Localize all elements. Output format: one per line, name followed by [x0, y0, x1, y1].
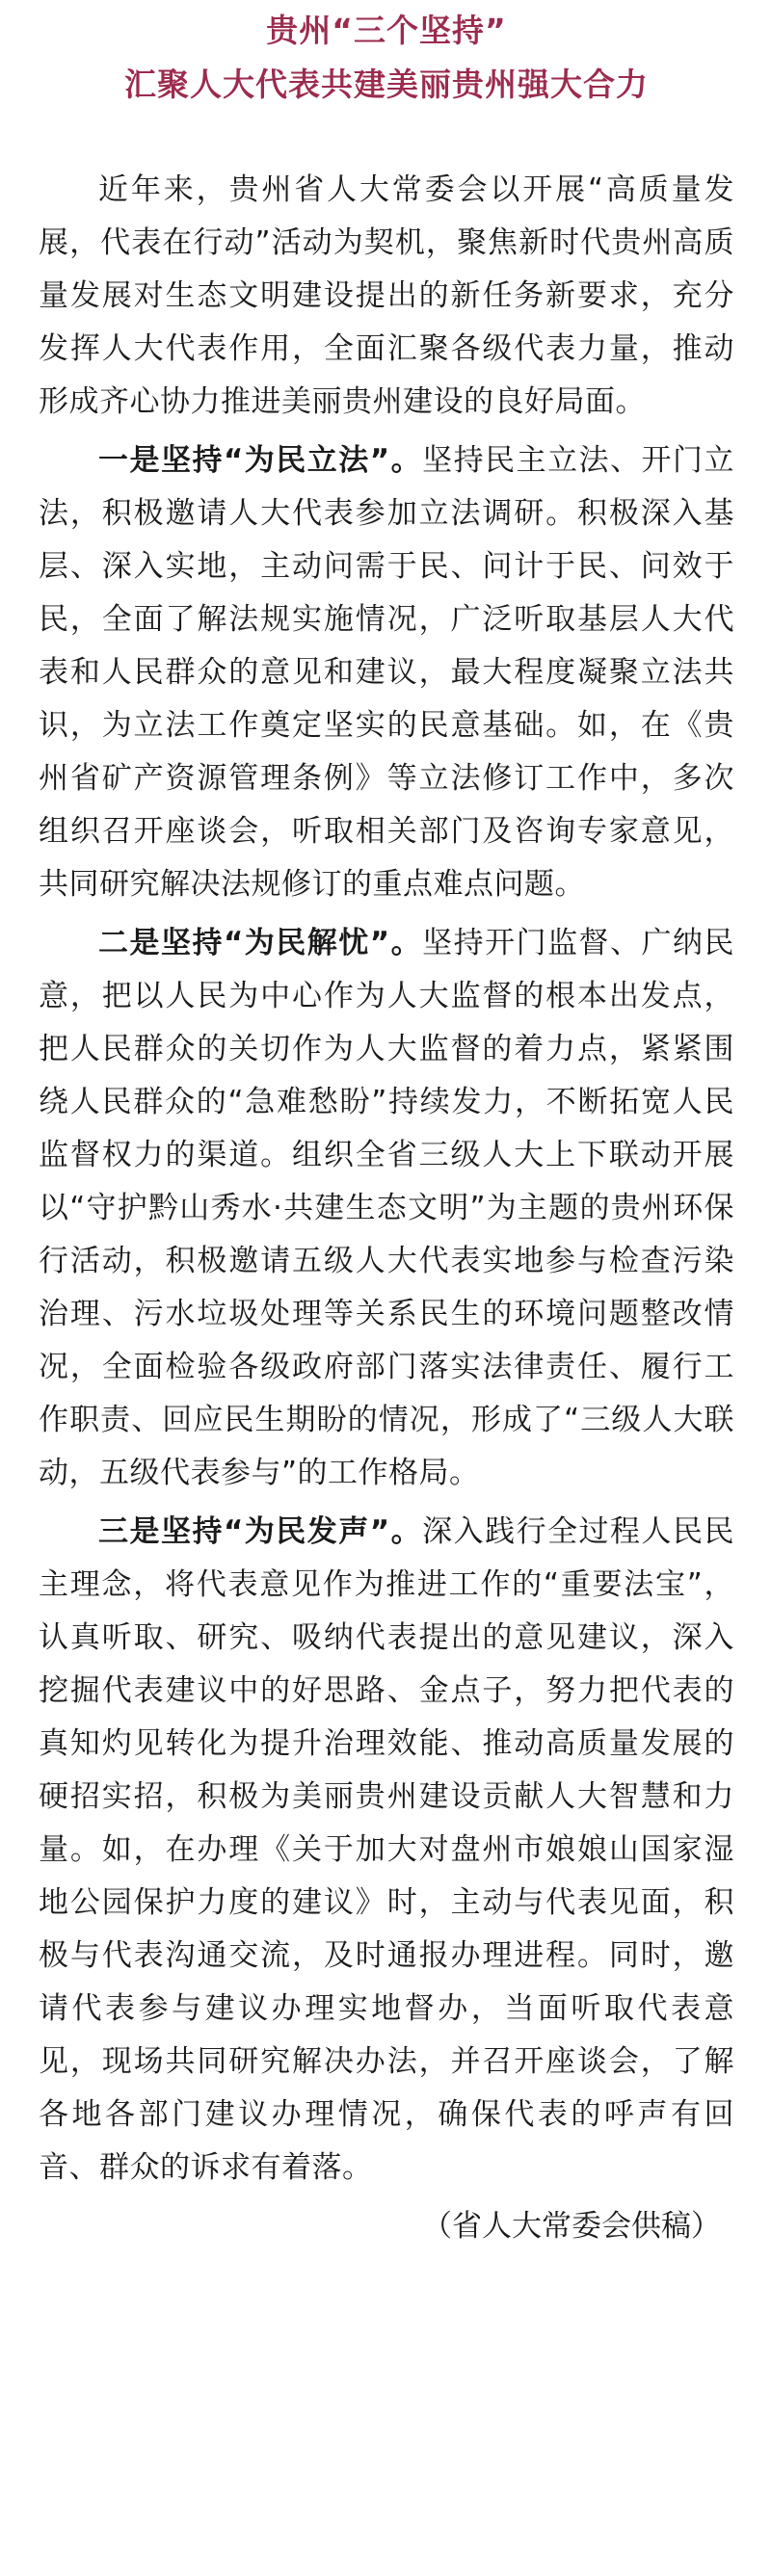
paragraph-lead: 三是坚持“为民发声”。 — [98, 1514, 423, 1549]
article-title-line-2: 汇聚人大代表共建美丽贵州强大合力 — [124, 66, 649, 103]
paragraph-point-2 — [39, 917, 734, 1500]
paragraph-lead: 一是坚持“为民立法”。 — [98, 443, 423, 478]
paragraph-lead: 二是坚持“为民解忧”。 — [98, 926, 423, 960]
source-credit: （省人大常委会供稿） — [422, 2209, 721, 2244]
paragraph-intro — [39, 164, 734, 429]
paragraph-text: 近年来，贵州省人大常委会以开展“高质量发展，代表在行动”活动为契机，聚焦新时代贵州高质量发展对生态文明建设提出的新任务新要求，充分发挥人大代表作用，全面汇聚各级代表力量，推动形成齐心协力推进美丽贵州建设的良好局面。 — [39, 172, 734, 419]
paragraph-text: 坚持开门监督、广纳民意，把以人民为中心作为人大监督的根本出发点，把人民群众的关切作为人大监督的着力点，紧紧围绕人民群众的“急难愁盼”持续发力，不断拓宽人民监督权力的渠道。组织全省三级人大上下联动开展以“守护黔山秀水·共建生态文明”为主题的贵州环保行活动，积极邀请五级人大代表实地参与检查污染治理、污水垃圾处理等关系民生的环境问题整改情况，全面检验各级政府部门落实法律责任、履行工作职责、回应民生期盼的情况，形成了“三级人大联动，五级代表参与”的工作格局。 — [39, 926, 735, 1490]
article-title-line-1: 贵州“三个坚持” — [266, 12, 507, 49]
paragraph-point-1 — [39, 434, 734, 911]
paragraph-text: 坚持民主立法、开门立法，积极邀请人大代表参加立法调研。积极深入基层、深入实地，主动问需于民、问计于民、问效于民，全面了解法规实施情况，广泛听取基层人大代表和人民群众的意见和建议，最大程度凝聚立法共识，为立法工作奠定坚实的民意基础。如，在《贵州省矿产资源管理条例》等立法修订工作中，多次组织召开座谈会，听取相关部门及咨询专家意见，共同研究解决法规修订的重点难点问题。 — [39, 443, 735, 902]
article-body — [39, 164, 734, 2253]
paragraph-point-3 — [39, 1506, 734, 2195]
paragraph-text: 深入践行全过程人民民主理念，将代表意见作为推进工作的“重要法宝”，认真听取、研究、吸纳代表提出的意见建议，深入挖掘代表建议中的好思路、金点子，努力把代表的真知灼见转化为提升治理效能、推动高质量发展的硬招实招，积极为美丽贵州建设贡献人大智慧和力量。如，在办理《关于加大对盘州市娘娘山国家湿地公园保护力度的建议》时，主动与代表见面，积极与代表沟通交流，及时通报办理进程。同时，邀请代表参与建议办理实地督办，当面听取代表意见，现场共同研究解决办法，并召开座谈会，了解各地各部门建议办理情况，确保代表的呼声有回音、群众的诉求有着落。 — [39, 1514, 735, 2185]
